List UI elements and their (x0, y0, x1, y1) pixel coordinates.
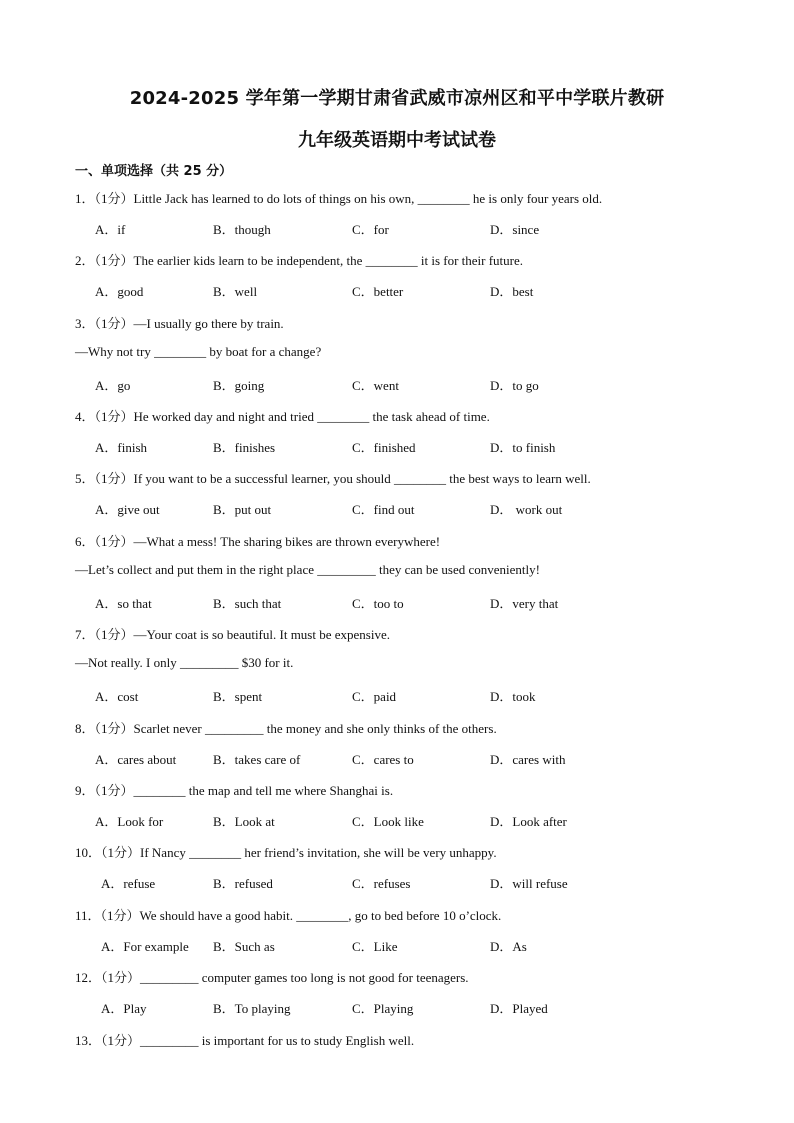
option-b[interactable]: B．though (213, 222, 271, 237)
question-stem: 3．（1分）—I usually go there by train. (75, 316, 284, 331)
exam-title-line2: 九年级英语期中考试试卷 (298, 130, 496, 151)
option-a[interactable]: A．Play (101, 1001, 147, 1016)
option-d[interactable]: D．cares with (490, 752, 566, 767)
option-d[interactable]: D．to finish (490, 440, 556, 455)
option-c[interactable]: C．better (352, 284, 404, 299)
option-d[interactable]: D．Look after (490, 814, 567, 829)
option-c[interactable]: C．for (352, 222, 389, 237)
option-row (0, 437, 794, 455)
option-a[interactable]: A．good (95, 284, 144, 299)
question-stem: 1．（1分）Little Jack has learned to do lots of things on his own, ________ he is only four years old. (75, 191, 603, 206)
option-a[interactable]: A．For example (101, 939, 189, 954)
question-stem: 5．（1分）If you want to be a successful learner, you should ________ the best ways to learn well. (75, 471, 591, 486)
question-dialogue-line: —Let’s collect and put them in the right place _________ they can be used conveniently! (75, 562, 540, 577)
question-stem: 2．（1分）The earlier kids learn to be independent, the ________ it is for their future. (75, 253, 524, 268)
option-d[interactable]: D．Played (490, 1001, 548, 1016)
section-heading: 一、单项选择（共 25 分） (75, 164, 233, 179)
option-row (0, 749, 794, 767)
question-stem: 8．（1分）Scarlet never _________ the money and she only thinks of the others. (75, 721, 497, 736)
option-a[interactable]: A．finish (95, 440, 148, 455)
option-d[interactable]: D．since (490, 222, 540, 237)
option-b[interactable]: B．going (213, 378, 265, 393)
option-b[interactable]: B．Look at (213, 814, 275, 829)
option-b[interactable]: B．put out (213, 502, 272, 517)
option-b[interactable]: B．To playing (213, 1001, 291, 1016)
option-row (0, 998, 794, 1016)
option-b[interactable]: B．finishes (213, 440, 276, 455)
option-a[interactable]: A．cares about (95, 752, 177, 767)
question-stem: 12．（1分）_________ computer games too long is not good for teenagers. (75, 970, 469, 985)
option-b[interactable]: B．well (213, 284, 258, 299)
option-c[interactable]: C．find out (352, 502, 415, 517)
option-b[interactable]: B．Such as (213, 939, 275, 954)
option-c[interactable]: C．cares to (352, 752, 414, 767)
option-a[interactable]: A．cost (95, 689, 139, 704)
option-c[interactable]: C．Look like (352, 814, 424, 829)
question-stem: 11．（1分）We should have a good habit. ________, go to bed before 10 o’clock. (75, 908, 502, 923)
option-row (0, 375, 794, 393)
question-stem: 13．（1分）_________ is important for us to study English well. (75, 1033, 415, 1048)
option-c[interactable]: C．too to (352, 596, 404, 611)
question-stem: 10．（1分）If Nancy ________ her friend’s invitation, she will be very unhappy. (75, 845, 497, 860)
option-c[interactable]: C．refuses (352, 876, 411, 891)
option-a[interactable]: A．go (95, 378, 131, 393)
option-row (0, 686, 794, 704)
option-row (0, 219, 794, 237)
option-b[interactable]: B．spent (213, 689, 263, 704)
option-a[interactable]: A．so that (95, 596, 152, 611)
option-c[interactable]: C．paid (352, 689, 397, 704)
option-row (0, 499, 794, 517)
option-b[interactable]: B．takes care of (213, 752, 301, 767)
option-b[interactable]: B．such that (213, 596, 282, 611)
option-c[interactable]: C．finished (352, 440, 416, 455)
option-d[interactable]: D．will refuse (490, 876, 568, 891)
question-stem: 9．（1分）________ the map and tell me where Shanghai is. (75, 783, 394, 798)
option-c[interactable]: C．Playing (352, 1001, 414, 1016)
option-row (0, 593, 794, 611)
option-row (0, 811, 794, 829)
option-row (0, 873, 794, 891)
option-a[interactable]: A．refuse (101, 876, 156, 891)
option-c[interactable]: C．went (352, 378, 399, 393)
option-d[interactable]: D．As (490, 939, 527, 954)
option-row (0, 281, 794, 299)
question-dialogue-line: —Why not try ________ by boat for a change? (75, 344, 322, 359)
option-d[interactable]: D．took (490, 689, 536, 704)
option-a[interactable]: A．if (95, 222, 126, 237)
option-c[interactable]: C．Like (352, 939, 398, 954)
question-stem: 6．（1分）—What a mess! The sharing bikes are thrown everywhere! (75, 534, 441, 549)
option-d[interactable]: D．to go (490, 378, 539, 393)
option-row (0, 936, 794, 954)
question-stem: 4．（1分）He worked day and night and tried ________ the task ahead of time. (75, 409, 490, 424)
option-d[interactable]: D． work out (490, 502, 563, 517)
exam-title-line1: 2024-2025 学年第一学期甘肃省武威市凉州区和平中学联片教研 (129, 88, 665, 109)
option-a[interactable]: A．Look for (95, 814, 164, 829)
question-stem: 7．（1分）—Your coat is so beautiful. It must be expensive. (75, 627, 390, 642)
option-b[interactable]: B．refused (213, 876, 273, 891)
option-d[interactable]: D．very that (490, 596, 559, 611)
question-dialogue-line: —Not really. I only _________ $30 for it. (75, 655, 294, 670)
option-a[interactable]: A．give out (95, 502, 160, 517)
option-d[interactable]: D．best (490, 284, 534, 299)
